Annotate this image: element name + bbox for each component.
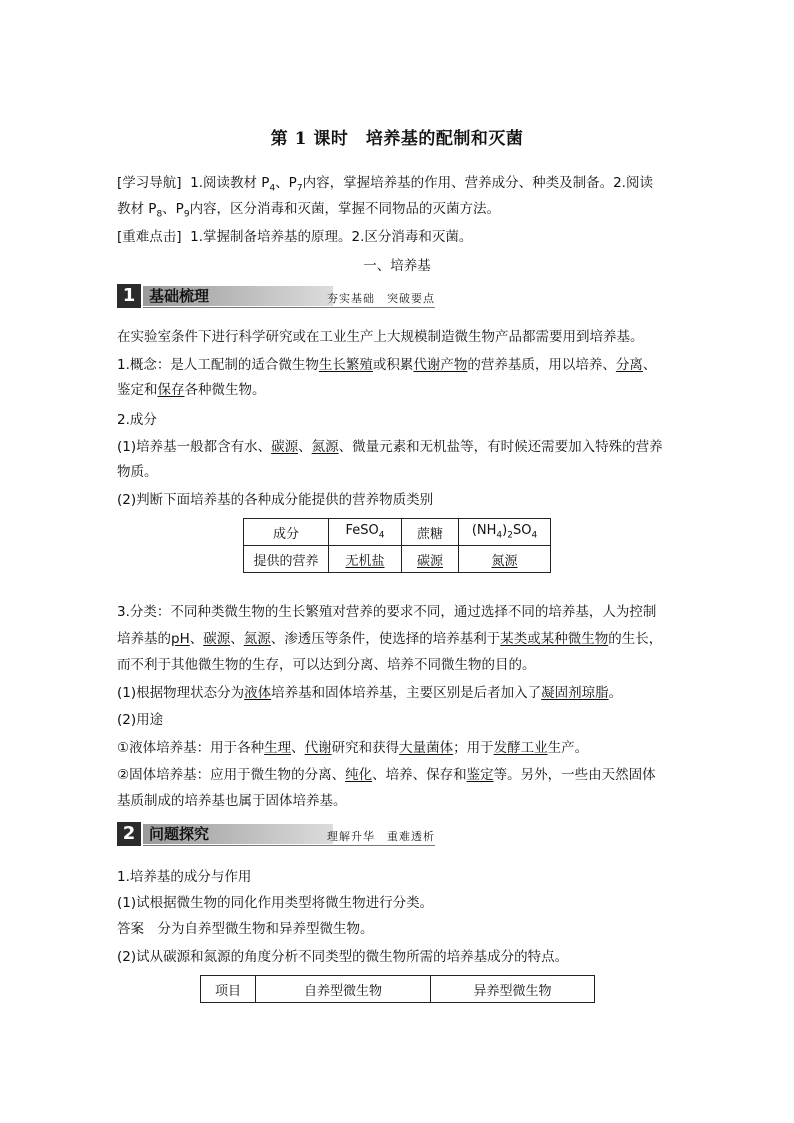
classification-line1: 3.分类：不同种类微生物的生长繁殖对营养的要求不同，通过选择不同的培养基，人为控制 <box>117 604 657 620</box>
nutrient-table <box>243 518 551 573</box>
banner-basics <box>117 284 435 308</box>
answer-1: 答案 分为自养型微生物和异养型微生物。 <box>117 921 374 937</box>
banner-number: 2 <box>117 822 141 846</box>
table-cell: 异养型微生物 <box>431 976 595 1003</box>
study-guide-label: [学习导航] <box>117 175 182 191</box>
lesson-title: 第 1 课时 培养基的配制和灭菌 <box>270 129 524 149</box>
key-points-label: [重难点击] <box>117 229 182 245</box>
banner-number: 1 <box>117 284 141 308</box>
table-row <box>201 976 595 1003</box>
table-cell: 无机盐 <box>329 546 402 573</box>
question-2: (2)试从碳源和氮源的角度分析不同类型的微生物所需的培养基成分的特点。 <box>117 949 569 965</box>
uses-solid-line1: ②固体培养基：应用于微生物的分离、纯化、培养、保存和鉴定等。另外，一些由天然固体 <box>117 767 656 783</box>
uses-heading: (2)用途 <box>117 712 164 728</box>
uses-solid-line2: 基质制成的培养基也属于固体培养基。 <box>117 793 347 809</box>
key-points: [重难点击] 1.掌握制备培养基的原理。2.区分消毒和灭菌。 <box>117 229 473 245</box>
banner-rule <box>143 307 435 308</box>
table-cell: 自养型微生物 <box>256 976 431 1003</box>
uses-liquid: ①液体培养基：用于各种生理、代谢研究和获得大量菌体；用于发酵工业生产。 <box>117 740 589 756</box>
section-heading: 一、培养基 <box>363 258 431 274</box>
study-guide-line2: 教材 $P_8$、$P_9$内容，区分消毒和灭菌，掌握不同物品的灭菌方法。 <box>117 201 501 220</box>
table-cell: 氮源 <box>459 546 551 573</box>
study-guide-line1: [学习导航] 1.阅读教材 $P_4$、$P_7$内容，掌握培养基的作用、营养成分、种类及制备。2.阅读 <box>117 175 653 194</box>
classification-line3: 而不利于其他微生物的生存，可以达到分离、培养不同微生物的目的。 <box>117 657 536 673</box>
components-heading: 2.成分 <box>117 412 157 428</box>
table-cell: 提供的营养 <box>244 546 329 573</box>
banner-explore <box>117 822 435 846</box>
banner-subtitle: 理解升华 重难透析 <box>327 830 435 843</box>
table-row <box>244 546 551 573</box>
question-1: (1)试根据微生物的同化作用类型将微生物进行分类。 <box>117 895 434 911</box>
concept-line2: 鉴定和保存各种微生物。 <box>117 382 266 398</box>
table-cell: 蔗糖 <box>402 519 459 546</box>
table-cell: FeSO$_4$ <box>329 519 402 546</box>
question-heading: 1.培养基的成分与作用 <box>117 869 252 885</box>
table-cell: 成分 <box>244 519 329 546</box>
components-line1: (1)培养基一般都含有水、碳源、氮源、微量元素和无机盐等，有时候还需要加入特殊的营养 <box>117 439 663 455</box>
classification-line2: 培养基的pH、碳源、氮源、渗透压等条件，使选择的培养基利于某类或某种微生物的生长， <box>117 631 663 647</box>
table-cell: 项目 <box>201 976 256 1003</box>
table-cell: $(NH_4)_2SO_4$ <box>459 519 551 546</box>
banner-rule <box>143 845 435 846</box>
banner-subtitle: 夯实基础 突破要点 <box>327 292 435 305</box>
components-question: (2)判断下面培养基的各种成分能提供的营养物质类别 <box>117 492 434 508</box>
banner-label: 基础梳理 <box>149 287 210 305</box>
table-row <box>244 519 551 546</box>
table-cell: 碳源 <box>402 546 459 573</box>
classification-physical: (1)根据物理状态分为液体培养基和固体培养基，主要区别是后者加入了凝固剂琼脂。 <box>117 685 623 701</box>
concept-line1: 1.概念：是人工配制的适合微生物生长繁殖或积累代谢产物的营养基质，用以培养、分离、 <box>117 357 657 373</box>
banner-label: 问题探究 <box>149 825 210 843</box>
nutrition-type-table <box>200 975 595 1003</box>
intro-paragraph: 在实验室条件下进行科学研究或在工业生产上大规模制造微生物产品都需要用到培养基。 <box>117 329 644 345</box>
components-line2: 物质。 <box>117 464 158 480</box>
